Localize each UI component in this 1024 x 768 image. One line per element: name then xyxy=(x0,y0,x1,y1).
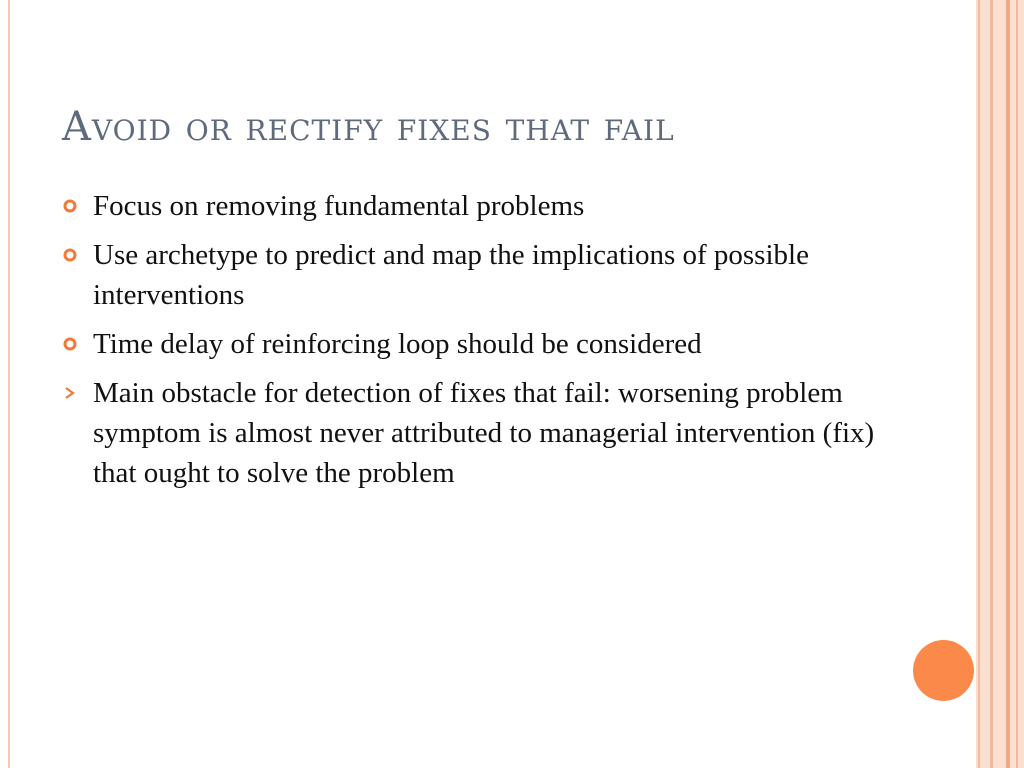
ring-bullet-icon xyxy=(62,247,78,263)
right-band-line xyxy=(1006,0,1010,768)
ring-bullet-icon xyxy=(62,198,78,214)
bullet-item xyxy=(62,373,882,493)
right-band-line xyxy=(1016,0,1018,768)
bullet-item xyxy=(62,324,882,364)
arrow-bullet-icon xyxy=(62,385,78,401)
bullet-text: Time delay of reinforcing loop should be considered xyxy=(93,328,702,360)
decorative-orange-circle xyxy=(913,640,974,701)
bullet-text: Use archetype to predict and map the implications of possible interventions xyxy=(93,239,809,311)
ring-bullet-icon xyxy=(62,336,78,352)
right-band-line xyxy=(990,0,993,768)
slide-title: Avoid or rectify fixes that fail xyxy=(62,104,675,150)
left-edge-line xyxy=(8,0,10,768)
bullet-text: Main obstacle for detection of fixes that fail: worsening problem symptom is almost never attributed to managerial intervention (fix) that ought to solve the problem xyxy=(93,377,875,489)
bullet-item xyxy=(62,186,882,226)
bullet-item xyxy=(62,235,882,315)
bullet-text: Focus on removing fundamental problems xyxy=(93,190,585,222)
right-band-line xyxy=(978,0,980,768)
bullet-list xyxy=(62,186,882,502)
